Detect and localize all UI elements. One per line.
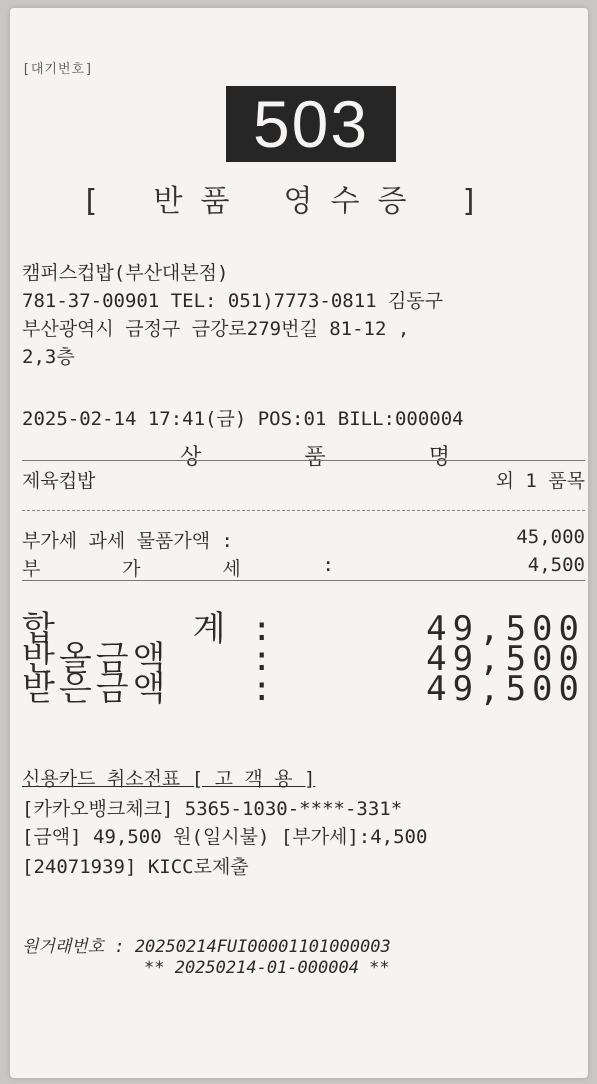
item-name: 제육컵밥 (22, 470, 96, 492)
card-info-line: [카카오뱅크체크] 5365-1030-****-331* (22, 798, 403, 820)
rounded-amount-label: 반올금액 : (22, 639, 272, 679)
receipt-title: [ 반품 영수증 ] (81, 184, 497, 219)
card-approval-line: [24071939] KICC로제출 (22, 856, 249, 878)
tax-divider (22, 580, 585, 581)
total-label: 합 계 : (22, 609, 272, 649)
item-header-c2: 품 (304, 445, 326, 470)
store-address-line2: 2,3층 (22, 346, 75, 368)
rounded-amount-value: 49,500 (426, 639, 585, 679)
total-value: 49,500 (426, 609, 585, 649)
taxable-label: 부가세 과세 물품가액 : (22, 530, 233, 552)
taxable-row (22, 526, 585, 553)
vat-label: 부 가 세 : (22, 554, 334, 580)
item-divider (22, 510, 585, 511)
card-amount-line: [금액] 49,500 원(일시불) [부가세]:4,500 (22, 826, 428, 848)
original-transaction-number: 원거래번호 : 20250214FUI00001101000003 (22, 937, 391, 957)
card-slip-header: 신용카드 취소전표 [ 고 객 용 ] (22, 768, 316, 790)
datetime-line: 2025-02-14 17:41(금) POS:01 BILL:000004 (22, 408, 464, 430)
store-address-line1: 부산광역시 금정구 금강로279번길 81-12 , (22, 318, 410, 340)
item-row (22, 466, 585, 493)
received-amount-row (22, 669, 585, 709)
order-number-label: [대기번호] (22, 62, 94, 77)
received-amount-label: 받은금액 : (22, 669, 272, 709)
store-name: 캠퍼스컵밥(부산대본점) (22, 262, 229, 284)
store-business-line: 781-37-00901 TEL: 051)7773-0811 김동구 (22, 290, 444, 312)
header-divider (22, 460, 585, 461)
order-number: 503 (226, 86, 396, 162)
taxable-value: 45,000 (516, 526, 585, 548)
item-header-c3: 명 (428, 445, 450, 470)
bill-reference: ** 20250214-01-000004 ** (144, 958, 390, 978)
item-header-c1: 상 (180, 445, 202, 470)
received-amount-value: 49,500 (426, 669, 585, 709)
vat-value: 4,500 (527, 554, 585, 576)
item-count: 외 1 품목 (495, 470, 585, 492)
vat-row (22, 554, 585, 581)
